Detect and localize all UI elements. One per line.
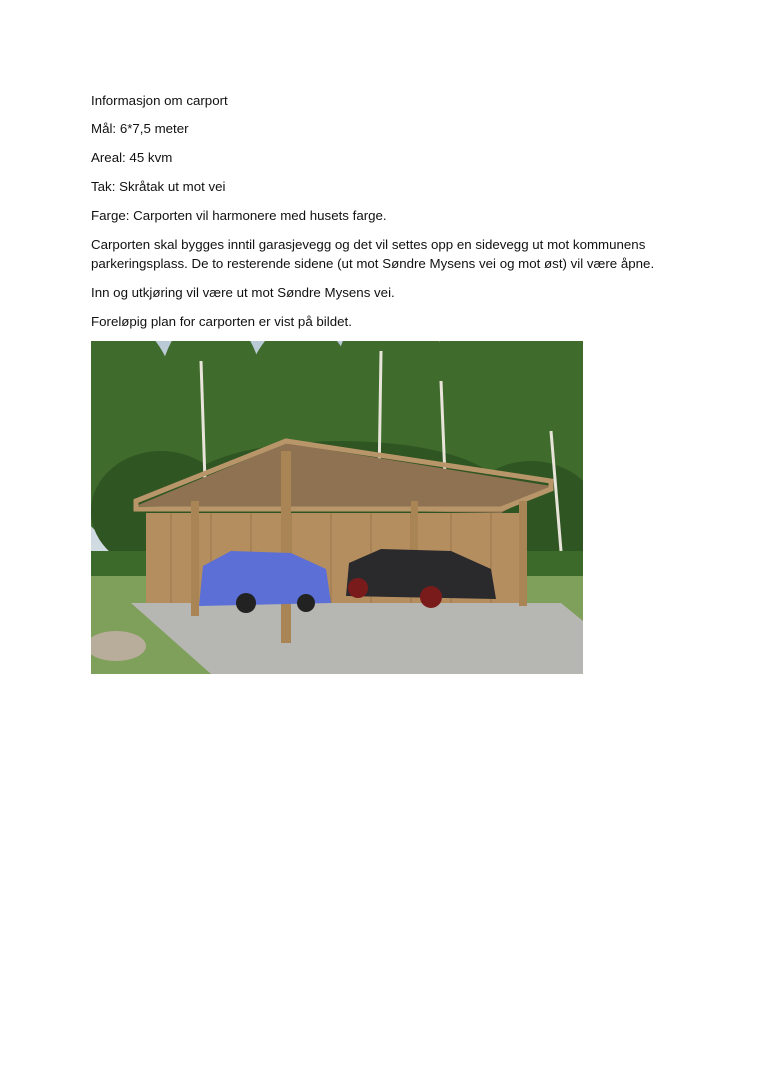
heading-info: Informasjon om carport bbox=[91, 93, 228, 108]
plan-text: Foreløpig plan for carporten er vist på bildet. bbox=[91, 314, 352, 329]
entry-text: Inn og utkjøring vil være ut mot Søndre Mysens vei. bbox=[91, 285, 395, 300]
description-line-2: parkeringsplass. De to resterende sidene (ut mot Søndre Mysens vei og mot øst) vil være åpne. bbox=[91, 256, 655, 271]
roof-text: Tak: Skråtak ut mot vei bbox=[91, 179, 226, 194]
dimensions-text: Mål: 6*7,5 meter bbox=[91, 121, 189, 136]
description-line-1: Carporten skal bygges inntil garasjevegg og det vil settes opp en sidevegg ut mot kommunens bbox=[91, 237, 646, 252]
area-text: Areal: 45 kvm bbox=[91, 150, 173, 165]
color-text: Farge: Carporten vil harmonere med husets farge. bbox=[91, 208, 387, 223]
carport-image bbox=[91, 341, 583, 674]
